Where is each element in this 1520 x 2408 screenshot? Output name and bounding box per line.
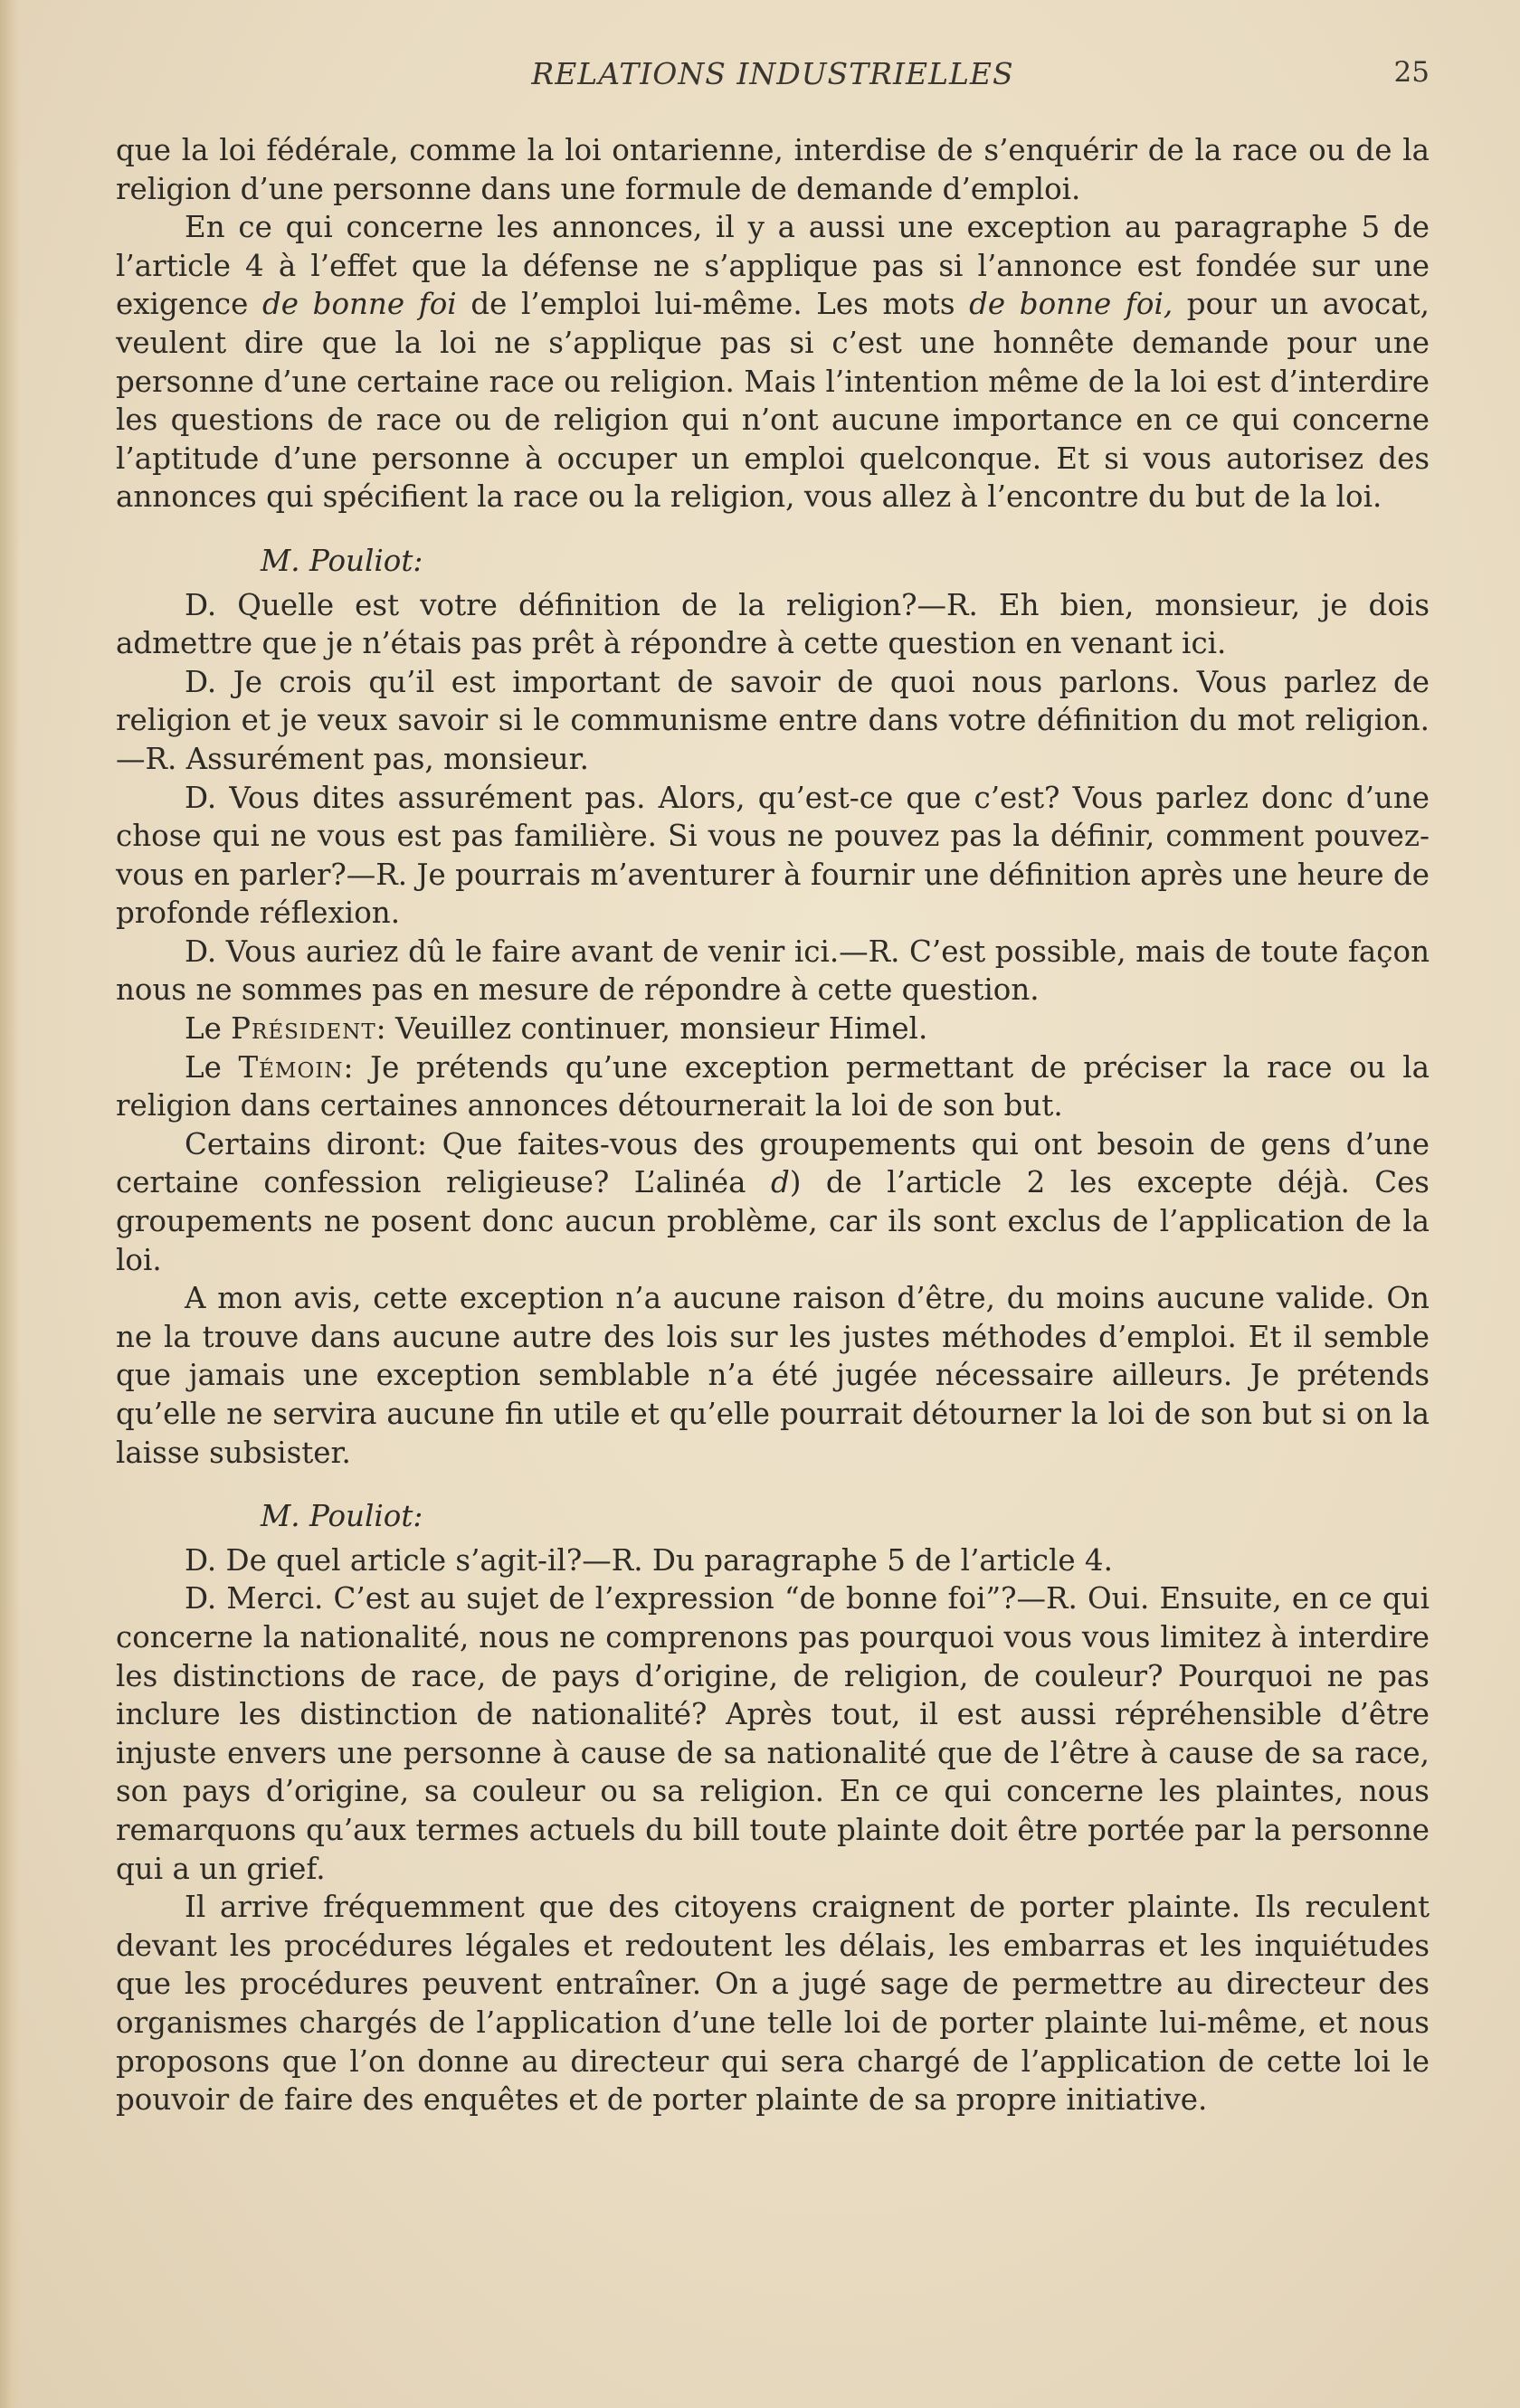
paragraph-witness	[116, 1048, 1430, 1125]
text-run: : Je prétends qu’une exception permettant de préciser la race ou la religion dans certaines annonces détournerait la loi de son but.	[116, 1049, 1430, 1123]
text-run: Le	[185, 1049, 239, 1085]
text-run: Le	[185, 1011, 232, 1047]
page-binding-edge	[0, 0, 20, 2408]
speaker-heading: M. Pouliot:	[261, 1499, 423, 1534]
paragraph-qa: D. Quelle est votre définition de la religion?—R. Eh bien, monsieur, je dois admettre que je n’étais pas prêt à répondre à cette question en venant ici.	[116, 587, 1430, 661]
speaker-label-witness: Témoin	[238, 1049, 344, 1085]
text-run: Certains diront: Que faites-vous des groupements qui ont besoin de gens d’une certaine confession religieuse? L’alinéa	[116, 1126, 1430, 1200]
paragraph-advertisements	[116, 208, 1430, 517]
text-run: de l’emploi lui-même. Les mots	[456, 287, 970, 322]
paragraph-president	[116, 1010, 1430, 1048]
italic-term: de bonne foi	[261, 287, 457, 322]
paragraph-opinion: A mon avis, cette exception n’a aucune raison d’être, du moins aucune valide. On ne la trouve dans aucune autre des lois sur les justes méthodes d’emploi. Et il semble que jamais une exception semblable n’a été jugée nécessaire ailleurs. Je prétends qu’elle ne servira aucune fin utile et qu’elle pourrait détourner la loi de son but si on la laisse subsister.	[116, 1281, 1430, 1470]
paragraph-complaints: Il arrive fréquemment que des citoyens craignent de porter plainte. Ils reculent devant les procédures légales et redoutent les délais, les embarras et les inquiétudes que les procédures peuvent entraîner. On a jugé sage de permettre au directeur des organismes chargés de l’application d’une telle loi de porter plainte lui-même, et nous proposons que l’on donne au directeur qui sera chargé de l’application de cette loi le pouvoir de faire des enquêtes et de porter plainte de sa propre initiative.	[116, 1890, 1430, 2118]
text-run: : Veuillez continuer, monsieur Himel.	[375, 1011, 928, 1047]
running-title: RELATIONS INDUSTRIELLES	[531, 56, 1014, 91]
paragraph-groups	[116, 1125, 1430, 1279]
text-run: En ce qui concerne les annonces, il y a aussi une exception au paragraphe 5 de l’article 4 à l’effet que la défense ne s’applique pas si l’annonce est fondée sur une exigence	[116, 210, 1430, 322]
speaker-heading: M. Pouliot:	[261, 543, 423, 578]
italic-term: d	[770, 1165, 790, 1200]
paragraph-continuation: que la loi fédérale, comme la loi ontarienne, interdise de s’enquérir de la race ou de la religion d’une personne dans une formule de demande d’emploi.	[116, 133, 1430, 206]
paragraph-qa: D. Vous auriez dû le faire avant de venir ici.—R. C’est possible, mais de toute façon nous ne sommes pas en mesure de répondre à cette question.	[116, 934, 1430, 1008]
paragraph-qa: D. De quel article s’agit-il?—R. Du paragraphe 5 de l’article 4.	[185, 1542, 1113, 1578]
body-text	[116, 131, 1430, 2119]
page-header	[116, 56, 1430, 101]
paragraph-qa: D. Vous dites assurément pas. Alors, qu’est-ce que c’est? Vous parlez donc d’une chose qui ne vous est pas familière. Si vous ne pouvez pas la définir, comment pouvez-vous en parler?—R. Je pourrais m’aventurer à fournir une définition après une heure de profonde réflexion.	[116, 780, 1430, 931]
text-run: ) de l’article 2 les excepte déjà. Ces groupements ne posent donc aucun problème, car ils sont exclus de l’application de la loi.	[116, 1165, 1430, 1277]
italic-term: de bonne foi,	[969, 287, 1173, 322]
page-number: 25	[1393, 56, 1430, 89]
paragraph-qa: D. Je crois qu’il est important de savoir de quoi nous parlons. Vous parlez de religion et je veux savoir si le communisme entre dans votre définition du mot religion.—R. Assurément pas, monsieur.	[116, 664, 1430, 776]
paragraph-qa: D. Merci. C’est au sujet de l’expression “de bonne foi”?—R. Oui. Ensuite, en ce qui concerne la nationalité, nous ne comprenons pas pourquoi vous vous limitez à interdire les distinctions de race, de pays d’origine, de religion, de couleur? Pourquoi ne pas inclure les distinction de nationalité? Après tout, il est aussi répréhensible d’être injuste envers une personne à cause de sa nationalité que de l’être à cause de sa race, son pays d’origine, sa couleur ou sa religion. En ce qui concerne les plaintes, nous remarquons qu’aux termes actuels du bill toute plainte doit être portée par la personne qui a un grief.	[116, 1581, 1430, 1886]
text-run: pour un avocat, veulent dire que la loi ne s’applique pas si c’est une honnête demande pour une personne d’une certaine race ou religion. Mais l’intention même de la loi est d’interdire les questions de race ou de religion qui n’ont aucune importance en ce qui concerne l’aptitude d’une personne à occuper un emploi quelconque. Et si vous autorisez des annonces qui spécifient la race ou la religion, vous allez à l’encontre du but de la loi.	[116, 287, 1430, 515]
speaker-label-president: Président	[231, 1011, 376, 1047]
